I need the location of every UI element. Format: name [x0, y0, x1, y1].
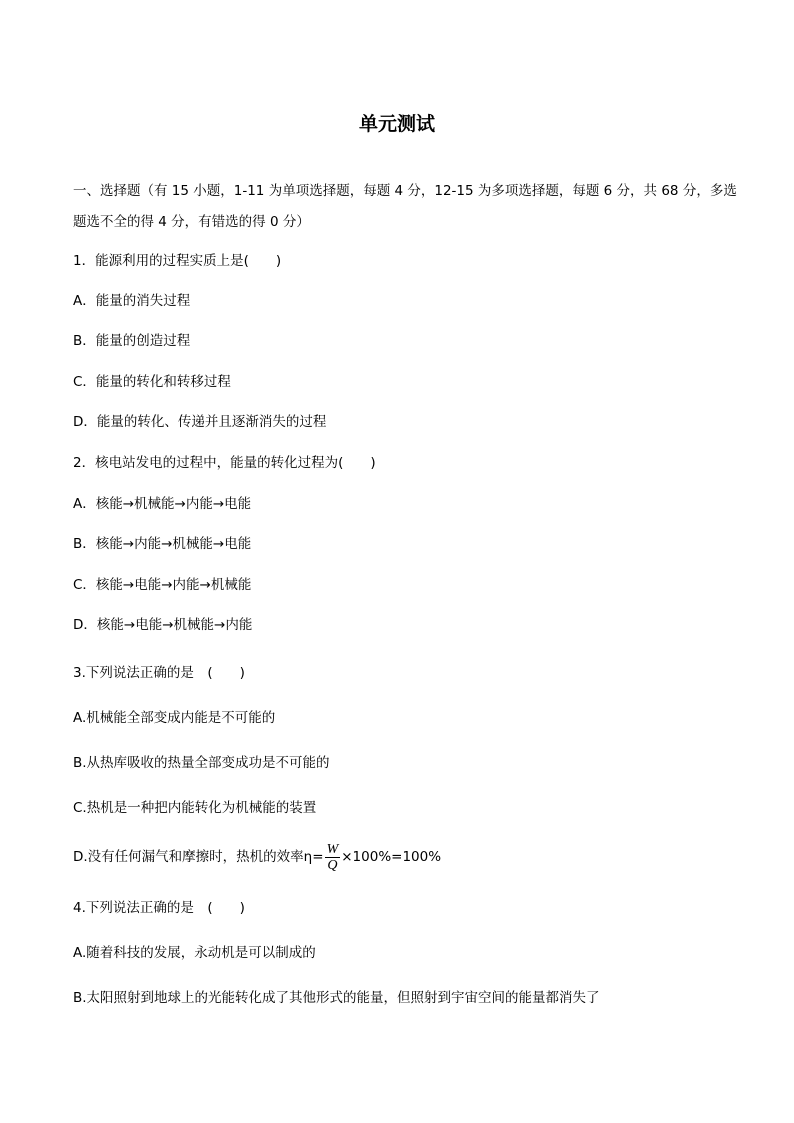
option-b: B.太阳照射到地球上的光能转化成了其他形式的能量，但照射到宇宙空间的能量都消失了: [73, 990, 600, 1006]
option-a: A．能量的消失过程: [73, 293, 191, 309]
fraction-numerator: W: [326, 841, 339, 857]
question-stem: 1．能源利用的过程实质上是( ): [73, 253, 282, 269]
option-a: A.随着科技的发展，永动机是可以制成的: [73, 945, 316, 961]
option-b: B.从热库吸收的热量全部变成功是不可能的: [73, 755, 330, 771]
option-d: D．核能→电能→机械能→内能: [73, 617, 253, 633]
section-header-line2: 题选不全的得 4 分，有错选的得 0 分）: [73, 214, 310, 230]
question-stem: 4.下列说法正确的是 ( ): [73, 900, 245, 916]
question-stem: 3.下列说法正确的是 ( ): [73, 665, 245, 681]
section-header-line1: 一、选择题（有 15 小题，1-11 为单项选择题，每题 4 分，12-15 为多项选择题，每题 6 分，共 68 分，多选: [73, 183, 737, 199]
option-c: C．能量的转化和转移过程: [73, 374, 231, 390]
option-d: [73, 834, 441, 880]
option-d: D．能量的转化、传递并且逐渐消失的过程: [73, 414, 327, 430]
page-title: 单元测试: [358, 113, 435, 135]
option-d-prefix: D.没有任何漏气和摩擦时，热机的效率η=: [73, 849, 324, 865]
option-b: B．核能→内能→机械能→电能: [73, 536, 252, 552]
option-a: A.机械能全部变成内能是不可能的: [73, 710, 276, 726]
option-b: B．能量的创造过程: [73, 333, 191, 349]
option-c: C．核能→电能→内能→机械能: [73, 577, 252, 593]
option-c: C.热机是一种把内能转化为机械能的装置: [73, 800, 317, 816]
option-a: A．核能→机械能→内能→电能: [73, 496, 252, 512]
efficiency-fraction: [325, 842, 341, 873]
fraction-denominator: Q: [327, 857, 338, 873]
option-d-suffix: ×100%=100%: [341, 849, 442, 865]
question-stem: 2．核电站发电的过程中，能量的转化过程为( ): [73, 455, 376, 471]
